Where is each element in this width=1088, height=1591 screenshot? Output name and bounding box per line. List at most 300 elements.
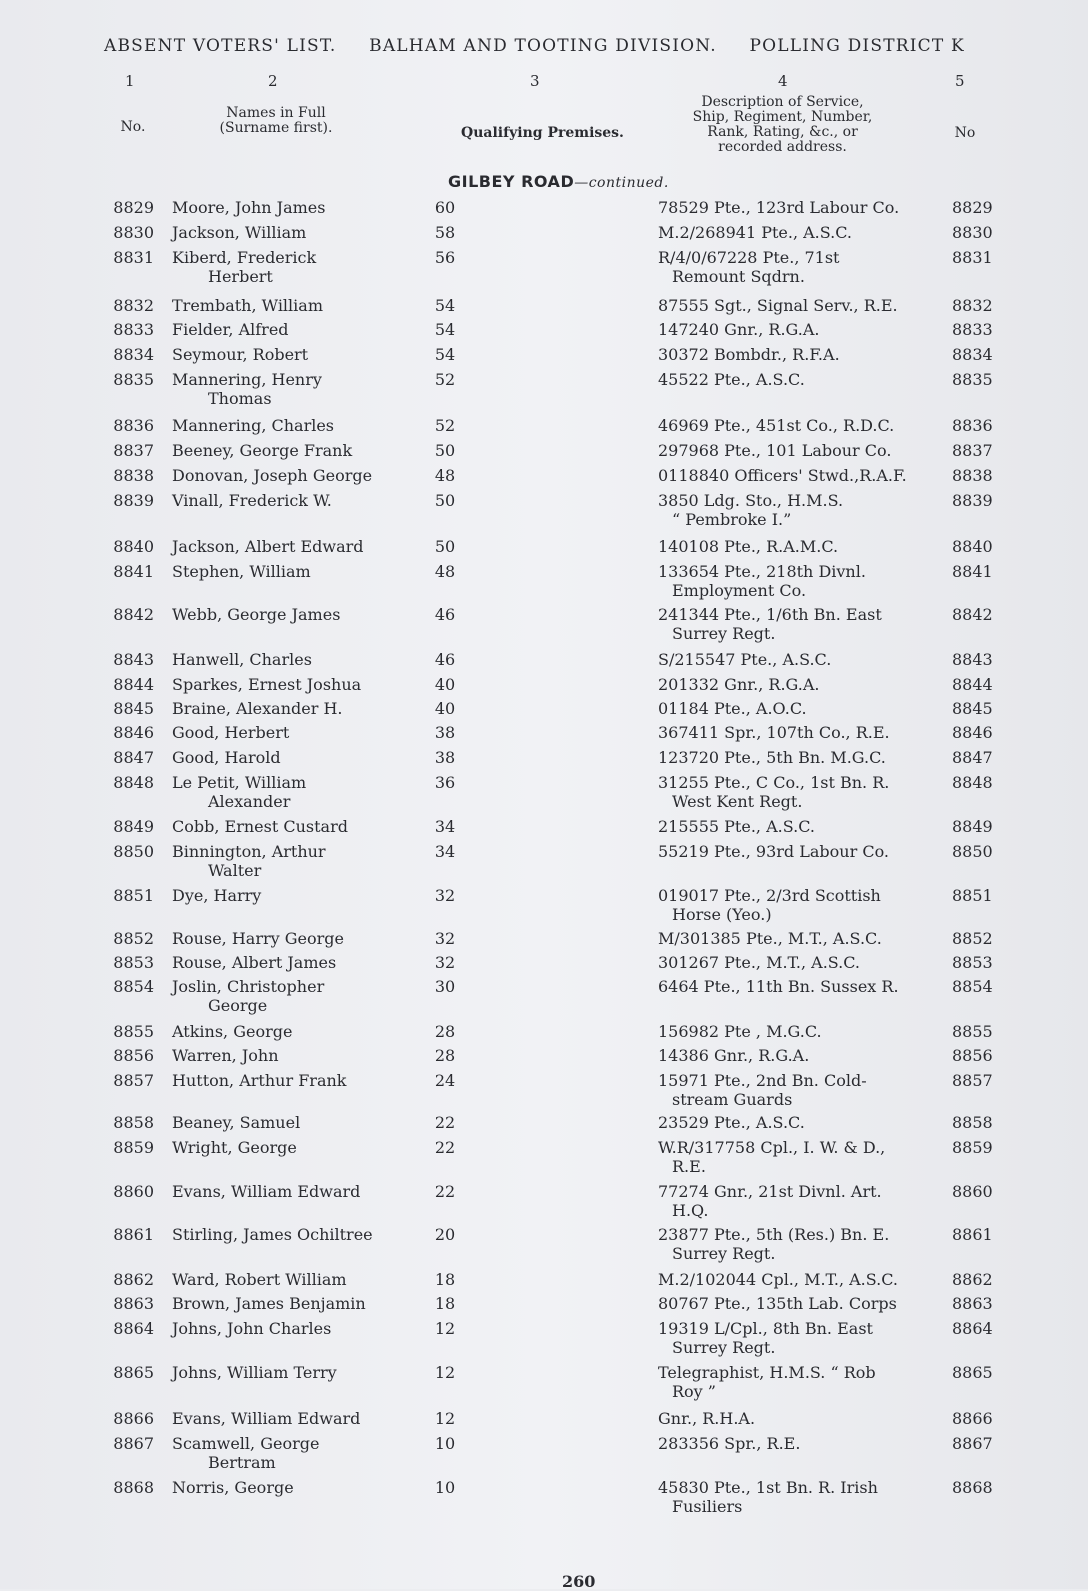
elector-number: 8865 xyxy=(113,1363,154,1382)
header-description-line2: Ship, Regiment, Number, xyxy=(692,109,873,125)
service-description-line: 87555 Sgt., Signal Serv., R.E. xyxy=(658,296,898,315)
service-description xyxy=(658,345,940,364)
service-description-line: 201332 Gnr., R.G.A. xyxy=(658,675,820,694)
header-names-line2: (Surname first). xyxy=(219,120,333,136)
elector-name-line: Jackson, William xyxy=(172,223,307,242)
service-description xyxy=(658,817,940,836)
service-description-line: 147240 Gnr., R.G.A. xyxy=(658,320,820,339)
service-description-line: M/301385 Pte., M.T., A.S.C. xyxy=(658,929,882,948)
service-description xyxy=(658,296,940,315)
service-description-continuation: Employment Co. xyxy=(672,581,807,600)
elector-name xyxy=(172,370,422,408)
header-description-line3: Rank, Rating, &c., or xyxy=(707,124,858,140)
service-description-continuation: Roy ” xyxy=(672,1382,716,1401)
qualifying-premises-number: 54 xyxy=(434,345,456,364)
elector-name xyxy=(172,562,422,581)
qualifying-premises-number: 30 xyxy=(434,977,456,996)
elector-number: 8866 xyxy=(113,1409,154,1428)
service-description xyxy=(658,886,940,924)
elector-number-right: 8853 xyxy=(952,953,993,972)
qualifying-premises-number: 54 xyxy=(434,320,456,339)
elector-number-right: 8839 xyxy=(952,491,993,510)
qualifying-premises-number: 40 xyxy=(434,675,456,694)
service-description-line: 297968 Pte., 101 Labour Co. xyxy=(658,441,892,460)
elector-number-right: 8843 xyxy=(952,650,993,669)
qualifying-premises-number: 22 xyxy=(434,1182,456,1201)
service-description-line: Gnr., R.H.A. xyxy=(658,1409,756,1428)
elector-name-line: Mannering, Charles xyxy=(172,416,335,435)
elector-number: 8846 xyxy=(113,723,154,742)
elector-number: 8845 xyxy=(113,699,154,718)
elector-name xyxy=(172,723,422,742)
qualifying-premises-number: 60 xyxy=(434,198,456,217)
service-description xyxy=(658,650,940,669)
elector-name-line: Jackson, Albert Edward xyxy=(172,537,364,556)
service-description xyxy=(658,1363,940,1401)
service-description xyxy=(658,929,940,948)
service-description-line: M.2/268941 Pte., A.S.C. xyxy=(658,223,852,242)
service-description xyxy=(658,1182,940,1220)
elector-name xyxy=(172,842,422,880)
service-description-line: 78529 Pte., 123rd Labour Co. xyxy=(658,198,900,217)
elector-name-continuation: Thomas xyxy=(208,389,272,408)
qualifying-premises-number: 32 xyxy=(434,886,456,905)
service-description xyxy=(658,1225,940,1263)
service-description xyxy=(658,416,940,435)
elector-number-right: 8836 xyxy=(952,416,993,435)
elector-name xyxy=(172,491,422,510)
list-title xyxy=(104,36,1004,56)
qualifying-premises-number: 34 xyxy=(434,817,456,836)
elector-number-right: 8837 xyxy=(952,441,993,460)
service-description-line: 215555 Pte., A.S.C. xyxy=(658,817,815,836)
header-no: No. xyxy=(120,119,146,135)
elector-name-line: Good, Harold xyxy=(172,748,281,767)
elector-number-right: 8862 xyxy=(952,1270,993,1289)
header-no-right: No xyxy=(954,125,976,141)
elector-number: 8858 xyxy=(113,1113,154,1132)
section-heading xyxy=(448,172,669,191)
elector-name-line: Joslin, Christopher xyxy=(172,977,325,996)
service-description xyxy=(658,748,940,767)
elector-number: 8839 xyxy=(113,491,154,510)
service-description-continuation: Surrey Regt. xyxy=(672,1244,776,1263)
qualifying-premises-number: 38 xyxy=(434,723,456,742)
service-description-line: 77274 Gnr., 21st Divnl. Art. xyxy=(658,1182,882,1201)
service-description-line: 14386 Gnr., R.G.A. xyxy=(658,1046,810,1065)
elector-name-line: Fielder, Alfred xyxy=(172,320,289,339)
elector-name xyxy=(172,929,422,948)
elector-number-right: 8833 xyxy=(952,320,993,339)
elector-number-right: 8850 xyxy=(952,842,993,861)
column-number-2: 2 xyxy=(268,72,278,90)
elector-number: 8868 xyxy=(113,1478,154,1497)
elector-name xyxy=(172,1409,422,1428)
elector-name xyxy=(172,605,422,624)
elector-number: 8841 xyxy=(113,562,154,581)
qualifying-premises-number: 20 xyxy=(434,1225,456,1244)
qualifying-premises-number: 32 xyxy=(434,953,456,972)
service-description xyxy=(658,1071,940,1109)
elector-number-right: 8831 xyxy=(952,248,993,267)
elector-name xyxy=(172,223,422,242)
elector-number-right: 8867 xyxy=(952,1434,993,1453)
qualifying-premises-number: 18 xyxy=(434,1294,456,1313)
elector-number: 8853 xyxy=(113,953,154,972)
elector-number: 8842 xyxy=(113,605,154,624)
service-description-continuation: “ Pembroke I.” xyxy=(672,510,792,529)
service-description-line: 283356 Spr., R.E. xyxy=(658,1434,801,1453)
elector-name xyxy=(172,1113,422,1132)
elector-number-right: 8851 xyxy=(952,886,993,905)
elector-number: 8863 xyxy=(113,1294,154,1313)
qualifying-premises-number: 12 xyxy=(434,1409,456,1428)
service-description-line: Telegraphist, H.M.S. “ Rob xyxy=(658,1363,876,1382)
service-description xyxy=(658,1434,940,1453)
elector-number-right: 8864 xyxy=(952,1319,993,1338)
elector-name xyxy=(172,675,422,694)
service-description-line: 3850 Ldg. Sto., H.M.S. xyxy=(658,491,844,510)
elector-number: 8857 xyxy=(113,1071,154,1090)
service-description xyxy=(658,198,940,217)
service-description-line: 31255 Pte., C Co., 1st Bn. R. xyxy=(658,773,890,792)
elector-name-line: Vinall, Frederick W. xyxy=(172,491,332,510)
qualifying-premises-number: 18 xyxy=(434,1270,456,1289)
elector-number-right: 8838 xyxy=(952,466,993,485)
service-description xyxy=(658,466,940,485)
section-road-name: GILBEY ROAD xyxy=(448,172,575,191)
elector-name xyxy=(172,537,422,556)
service-description-line: M.2/102044 Cpl., M.T., A.S.C. xyxy=(658,1270,898,1289)
service-description-line: 301267 Pte., M.T., A.S.C. xyxy=(658,953,861,972)
elector-number: 8840 xyxy=(113,537,154,556)
service-description-continuation: Surrey Regt. xyxy=(672,624,776,643)
service-description xyxy=(658,953,940,972)
qualifying-premises-number: 12 xyxy=(434,1363,456,1382)
service-description xyxy=(658,723,940,742)
elector-number-right: 8858 xyxy=(952,1113,993,1132)
service-description-line: R/4/0/67228 Pte., 71st xyxy=(658,248,840,267)
service-description xyxy=(658,491,940,529)
elector-name xyxy=(172,953,422,972)
elector-number: 8862 xyxy=(113,1270,154,1289)
elector-name-line: Beeney, George Frank xyxy=(172,441,353,460)
elector-number-right: 8842 xyxy=(952,605,993,624)
elector-number-right: 8856 xyxy=(952,1046,993,1065)
qualifying-premises-number: 46 xyxy=(434,605,456,624)
service-description-line: 6464 Pte., 11th Bn. Sussex R. xyxy=(658,977,899,996)
elector-name-line: Stirling, James Ochiltree xyxy=(172,1225,373,1244)
qualifying-premises-number: 32 xyxy=(434,929,456,948)
elector-number: 8829 xyxy=(113,198,154,217)
elector-name xyxy=(172,886,422,905)
service-description-line: 19319 L/Cpl., 8th Bn. East xyxy=(658,1319,873,1338)
elector-number-right: 8829 xyxy=(952,198,993,217)
service-description xyxy=(658,1478,940,1516)
service-description xyxy=(658,537,940,556)
service-description-line: W.R/317758 Cpl., I. W. & D., xyxy=(658,1138,886,1157)
qualifying-premises-number: 52 xyxy=(434,370,456,389)
elector-name xyxy=(172,1270,422,1289)
elector-number: 8843 xyxy=(113,650,154,669)
service-description-continuation: Fusiliers xyxy=(672,1497,743,1516)
column-number-4: 4 xyxy=(778,72,788,90)
service-description xyxy=(658,605,940,643)
elector-number-right: 8857 xyxy=(952,1071,993,1090)
service-description xyxy=(658,1046,940,1065)
elector-number-right: 8846 xyxy=(952,723,993,742)
qualifying-premises-number: 28 xyxy=(434,1046,456,1065)
header-description-line4: recorded address. xyxy=(718,139,847,155)
elector-name-line: Kiberd, Frederick xyxy=(172,248,317,267)
elector-name-line: Webb, George James xyxy=(172,605,341,624)
elector-name-line: Hanwell, Charles xyxy=(172,650,312,669)
elector-name-line: Dye, Harry xyxy=(172,886,262,905)
elector-name xyxy=(172,466,422,485)
header-names-line1: Names in Full xyxy=(226,105,326,121)
elector-number: 8847 xyxy=(113,748,154,767)
elector-name-line: Seymour, Robert xyxy=(172,345,309,364)
elector-name xyxy=(172,441,422,460)
service-description-line: 156982 Pte , M.G.C. xyxy=(658,1022,822,1041)
elector-name xyxy=(172,1046,422,1065)
service-description xyxy=(658,1270,940,1289)
title-division: BALHAM AND TOOTING DIVISION. xyxy=(369,36,717,56)
elector-name-line: Stephen, William xyxy=(172,562,311,581)
elector-name-continuation: George xyxy=(208,996,268,1015)
qualifying-premises-number: 50 xyxy=(434,537,456,556)
service-description-continuation: Remount Sqdrn. xyxy=(672,267,805,286)
elector-number: 8837 xyxy=(113,441,154,460)
title-list-name: ABSENT VOTERS' LIST. xyxy=(104,36,337,56)
elector-number-right: 8849 xyxy=(952,817,993,836)
service-description xyxy=(658,320,940,339)
service-description-line: 23529 Pte., A.S.C. xyxy=(658,1113,805,1132)
elector-number: 8838 xyxy=(113,466,154,485)
qualifying-premises-number: 24 xyxy=(434,1071,456,1090)
service-description-line: 123720 Pte., 5th Bn. M.G.C. xyxy=(658,748,886,767)
elector-name-line: Sparkes, Ernest Joshua xyxy=(172,675,362,694)
elector-number: 8836 xyxy=(113,416,154,435)
elector-name xyxy=(172,345,422,364)
elector-number-right: 8868 xyxy=(952,1478,993,1497)
service-description-continuation: stream Guards xyxy=(672,1090,793,1109)
service-description-line: 01184 Pte., A.O.C. xyxy=(658,699,807,718)
elector-number: 8831 xyxy=(113,248,154,267)
qualifying-premises-number: 38 xyxy=(434,748,456,767)
elector-number-right: 8835 xyxy=(952,370,993,389)
elector-name xyxy=(172,198,422,217)
qualifying-premises-number: 22 xyxy=(434,1113,456,1132)
elector-number: 8867 xyxy=(113,1434,154,1453)
service-description-line: 133654 Pte., 218th Divnl. xyxy=(658,562,866,581)
elector-name xyxy=(172,1434,422,1472)
elector-number-right: 8860 xyxy=(952,1182,993,1201)
elector-name-line: Braine, Alexander H. xyxy=(172,699,343,718)
column-number-5: 5 xyxy=(955,72,965,90)
elector-name-line: Rouse, Harry George xyxy=(172,929,344,948)
elector-number: 8850 xyxy=(113,842,154,861)
elector-name-line: Atkins, George xyxy=(172,1022,293,1041)
elector-name xyxy=(172,416,422,435)
elector-name-line: Scamwell, George xyxy=(172,1434,320,1453)
elector-name xyxy=(172,1319,422,1338)
elector-name xyxy=(172,817,422,836)
elector-name-line: Evans, William Edward xyxy=(172,1409,361,1428)
elector-name xyxy=(172,320,422,339)
service-description xyxy=(658,223,940,242)
elector-name xyxy=(172,650,422,669)
elector-number: 8830 xyxy=(113,223,154,242)
service-description-continuation: West Kent Regt. xyxy=(672,792,803,811)
service-description xyxy=(658,1319,940,1357)
elector-name-line: Ward, Robert William xyxy=(172,1270,347,1289)
elector-name-line: Beaney, Samuel xyxy=(172,1113,301,1132)
service-description-continuation: H.Q. xyxy=(672,1201,709,1220)
elector-name-line: Cobb, Ernest Custard xyxy=(172,817,348,836)
elector-name xyxy=(172,1071,422,1090)
service-description xyxy=(658,370,940,389)
qualifying-premises-number: 54 xyxy=(434,296,456,315)
elector-name-line: Binnington, Arthur xyxy=(172,842,326,861)
elector-name-line: Mannering, Henry xyxy=(172,370,322,389)
elector-number-right: 8841 xyxy=(952,562,993,581)
elector-number-right: 8866 xyxy=(952,1409,993,1428)
service-description-continuation: Surrey Regt. xyxy=(672,1338,776,1357)
elector-number: 8860 xyxy=(113,1182,154,1201)
header-names xyxy=(196,106,356,136)
qualifying-premises-number: 28 xyxy=(434,1022,456,1041)
elector-number-right: 8845 xyxy=(952,699,993,718)
qualifying-premises-number: 50 xyxy=(434,491,456,510)
elector-number-right: 8830 xyxy=(952,223,993,242)
elector-name-line: Johns, William Terry xyxy=(172,1363,337,1382)
service-description-line: 15971 Pte., 2nd Bn. Cold- xyxy=(658,1071,867,1090)
elector-name xyxy=(172,1022,422,1041)
elector-number-right: 8848 xyxy=(952,773,993,792)
elector-number-right: 8854 xyxy=(952,977,993,996)
elector-name xyxy=(172,699,422,718)
qualifying-premises-number: 12 xyxy=(434,1319,456,1338)
service-description-line: 45522 Pte., A.S.C. xyxy=(658,370,805,389)
service-description xyxy=(658,562,940,600)
elector-name xyxy=(172,1225,422,1244)
qualifying-premises-number: 52 xyxy=(434,416,456,435)
elector-number: 8859 xyxy=(113,1138,154,1157)
qualifying-premises-number: 34 xyxy=(434,842,456,861)
header-description-line1: Description of Service, xyxy=(701,94,864,110)
elector-name-line: Evans, William Edward xyxy=(172,1182,361,1201)
service-description-line: 30372 Bombdr., R.F.A. xyxy=(658,345,840,364)
service-description-line: 45830 Pte., 1st Bn. R. Irish xyxy=(658,1478,878,1497)
service-description-line: 23877 Pte., 5th (Res.) Bn. E. xyxy=(658,1225,890,1244)
elector-name-continuation: Alexander xyxy=(208,792,291,811)
elector-number: 8854 xyxy=(113,977,154,996)
elector-name-line: Donovan, Joseph George xyxy=(172,466,373,485)
elector-name xyxy=(172,296,422,315)
elector-number-right: 8847 xyxy=(952,748,993,767)
service-description xyxy=(658,675,940,694)
elector-number: 8849 xyxy=(113,817,154,836)
elector-name-line: Good, Herbert xyxy=(172,723,290,742)
column-number-1: 1 xyxy=(125,72,135,90)
service-description xyxy=(658,699,940,718)
elector-name xyxy=(172,1138,422,1157)
elector-number: 8833 xyxy=(113,320,154,339)
qualifying-premises-number: 56 xyxy=(434,248,456,267)
elector-name-line: Rouse, Albert James xyxy=(172,953,337,972)
elector-number-right: 8863 xyxy=(952,1294,993,1313)
qualifying-premises-number: 46 xyxy=(434,650,456,669)
qualifying-premises-number: 22 xyxy=(434,1138,456,1157)
qualifying-premises-number: 48 xyxy=(434,466,456,485)
elector-number: 8864 xyxy=(113,1319,154,1338)
elector-number-right: 8840 xyxy=(952,537,993,556)
elector-number: 8852 xyxy=(113,929,154,948)
elector-number-right: 8834 xyxy=(952,345,993,364)
service-description-line: 55219 Pte., 93rd Labour Co. xyxy=(658,842,889,861)
service-description-continuation: R.E. xyxy=(672,1157,706,1176)
elector-number: 8848 xyxy=(113,773,154,792)
service-description xyxy=(658,842,940,861)
elector-name-line: Warren, John xyxy=(172,1046,279,1065)
elector-number-right: 8855 xyxy=(952,1022,993,1041)
qualifying-premises-number: 10 xyxy=(434,1478,456,1497)
elector-number: 8861 xyxy=(113,1225,154,1244)
elector-name xyxy=(172,1294,422,1313)
elector-number: 8844 xyxy=(113,675,154,694)
column-number-3: 3 xyxy=(530,72,540,90)
service-description-line: 80767 Pte., 135th Lab. Corps xyxy=(658,1294,897,1313)
elector-number-right: 8865 xyxy=(952,1363,993,1382)
elector-name xyxy=(172,1478,422,1497)
service-description-line: 019017 Pte., 2/3rd Scottish xyxy=(658,886,881,905)
service-description xyxy=(658,773,940,811)
elector-number: 8834 xyxy=(113,345,154,364)
elector-number-right: 8844 xyxy=(952,675,993,694)
elector-number: 8851 xyxy=(113,886,154,905)
qualifying-premises-number: 58 xyxy=(434,223,456,242)
header-description xyxy=(675,95,890,155)
service-description xyxy=(658,441,940,460)
elector-number: 8835 xyxy=(113,370,154,389)
elector-name xyxy=(172,748,422,767)
service-description xyxy=(658,1409,940,1428)
service-description xyxy=(658,977,940,996)
service-description xyxy=(658,1294,940,1313)
qualifying-premises-number: 36 xyxy=(434,773,456,792)
elector-name xyxy=(172,1363,422,1382)
elector-number-right: 8861 xyxy=(952,1225,993,1244)
title-polling-district: POLLING DISTRICT K xyxy=(749,36,965,56)
elector-name xyxy=(172,248,422,286)
qualifying-premises-number: 50 xyxy=(434,441,456,460)
elector-name-line: Johns, John Charles xyxy=(172,1319,332,1338)
elector-name-continuation: Herbert xyxy=(208,267,273,286)
elector-name xyxy=(172,977,422,1015)
page-number: 260 xyxy=(562,1572,596,1591)
elector-name-line: Wright, George xyxy=(172,1138,297,1157)
elector-name-line: Hutton, Arthur Frank xyxy=(172,1071,347,1090)
elector-name-line: Le Petit, William xyxy=(172,773,307,792)
service-description-line: 46969 Pte., 451st Co., R.D.C. xyxy=(658,416,895,435)
elector-name-continuation: Bertram xyxy=(208,1453,276,1472)
qualifying-premises-number: 10 xyxy=(434,1434,456,1453)
elector-number: 8855 xyxy=(113,1022,154,1041)
service-description xyxy=(658,1022,940,1041)
service-description-continuation: Horse (Yeo.) xyxy=(672,905,772,924)
service-description-line: 367411 Spr., 107th Co., R.E. xyxy=(658,723,890,742)
